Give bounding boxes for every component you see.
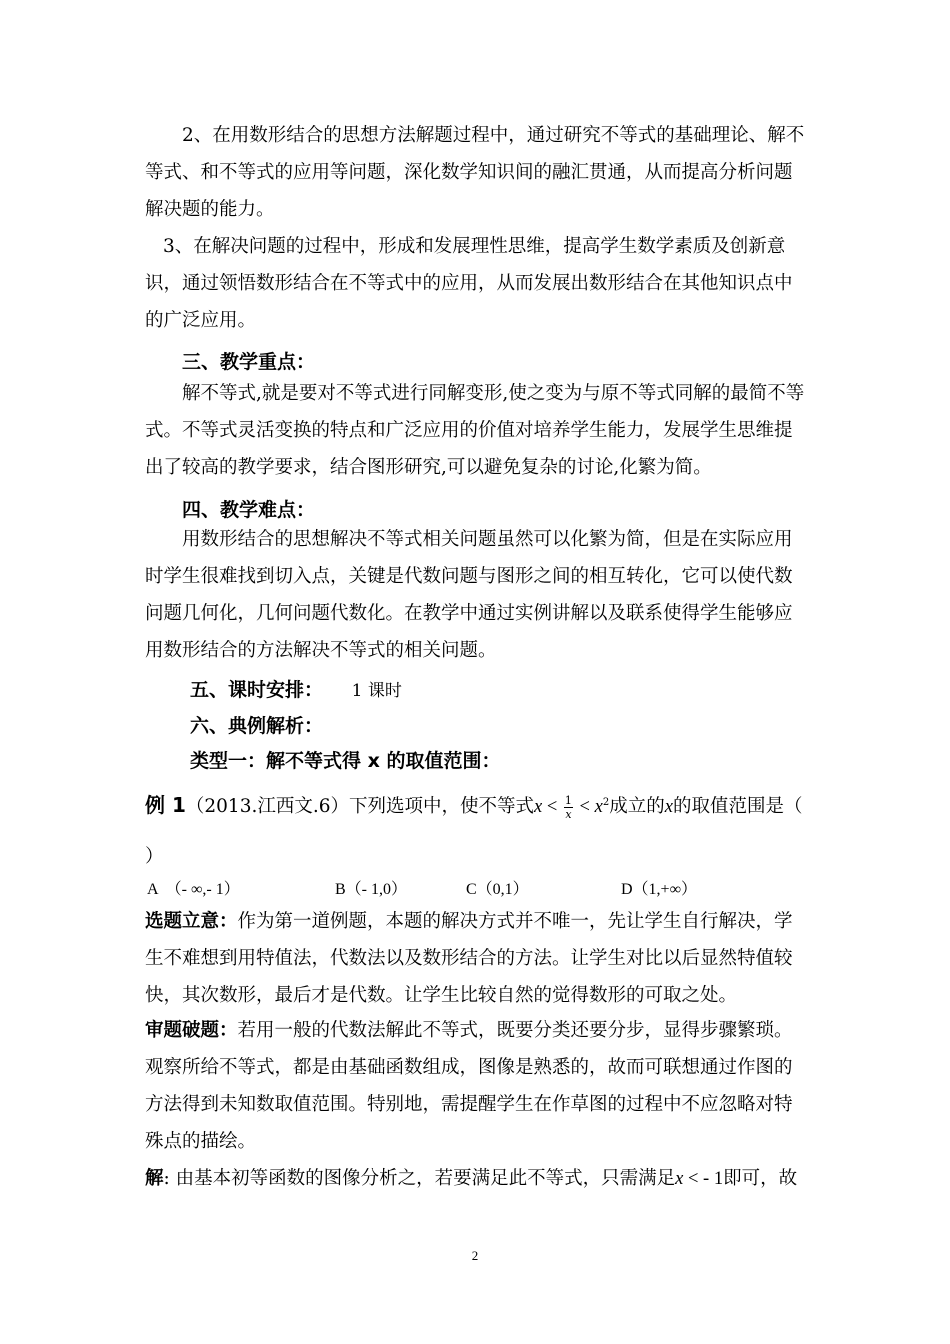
example-1-tail-2: 的取值范围是（ [672, 796, 803, 817]
schedule-label: 五、课时安排： [190, 679, 324, 701]
page-number: 2 [471, 1248, 479, 1263]
analysis-label: 审题破题： [145, 1020, 238, 1041]
example-1-label: 例 1 [145, 793, 186, 817]
intent-label: 选题立意： [145, 911, 238, 932]
solution-x: x [675, 1169, 684, 1189]
example-1-tail: 成立的 [609, 796, 665, 817]
fraction-one-over-x [564, 794, 573, 821]
option-c: C（0,1） [466, 881, 529, 898]
inequality-x-squared: x [594, 797, 603, 817]
less-than-sign: < [574, 797, 595, 817]
analysis-text: 若用一般的代数法解此不等式，既要分类还要分步，显得步骤繁琐。观察所给不等式，都是由基础函数组成，图像是熟悉的，故而可联想通过作图的方法得到未知数取值范围。特别地，需提醒学生在作草图的过程中不应忽略对特殊点的描绘。 [145, 1020, 793, 1152]
teaching-focus-paragraph: 解不等式,就是要对不等式进行同解变形,使之变为与原不等式同解的最简不等式。不等式灵活变换的特点和广泛应用的价值对培养学生能力，发展学生思维提出了较高的教学要求，结合图形研究,可以避免复杂的讨论,化繁为简。 [145, 383, 805, 478]
option-d: D（1,+∞） [621, 881, 697, 898]
objective-2-paragraph: 2、在用数形结合的思想方法解题过程中，通过研究不等式的基础理论、解不等式、和不等式的应用等问题，深化数学知识间的融汇贯通，从而提高分析问题解决题的能力。 [145, 125, 805, 220]
heading-examples: 六、典例解析： [190, 715, 324, 737]
solution-condition: < - 1 [683, 1169, 724, 1189]
intent-text: 作为第一道例题，本题的解决方式并不唯一，先让学生自行解决，学生不难想到用特值法，代数法以及数形结合的方法。让学生对比以后显然特值较快，其次数形，最后才是代数。让学生比较自然的觉得数形的可取之处。 [145, 911, 793, 1006]
heading-teaching-difficulty: 四、教学难点： [182, 499, 316, 521]
heading-schedule [190, 675, 402, 702]
solution-label: 解 [145, 1168, 164, 1189]
solution-text: : 由基本初等函数的图像分析之，若要满足此不等式，只需满足 [163, 1168, 676, 1189]
inequality-x: x [534, 797, 543, 817]
exponent: 2 [602, 796, 610, 808]
schedule-value: 1 课时 [351, 681, 402, 701]
option-a: A （- ∞,- 1） [147, 881, 240, 898]
fraction-denominator: x [565, 807, 572, 821]
option-b: B（- 1,0） [335, 881, 408, 898]
solution-tail: 即可，故 [723, 1168, 798, 1189]
objective-3-paragraph: 3、在解决问题的过程中，形成和发展理性思维，提高学生数学素质及创新意识，通过领悟数形结合在不等式中的应用，从而发展出数形结合在其他知识点中的广泛应用。 [145, 236, 793, 331]
example-1-close-paren: ） [145, 846, 164, 867]
fraction-numerator: 1 [564, 793, 572, 807]
example-1-variable: x [664, 797, 673, 817]
example-1-question [145, 789, 802, 821]
less-than-sign: < [542, 797, 562, 817]
heading-type-one: 类型一：解不等式得 x 的取值范围： [190, 750, 501, 772]
intent-paragraph [145, 903, 810, 1014]
solution-paragraph [145, 1160, 810, 1198]
heading-teaching-focus: 三、教学重点： [182, 351, 316, 373]
analysis-paragraph [145, 1012, 810, 1160]
teaching-difficulty-paragraph: 用数形结合的思想解决不等式相关问题虽然可以化繁为简，但是在实际应用时学生很难找到切入点，关键是代数问题与图形之间的相互转化，它可以使代数问题几何化，几何问题代数化。在教学中通过实例讲解以及联系使得学生能够应用数形结合的方法解决不等式的相关问题。 [145, 529, 793, 661]
example-1-source: （2013.江西文.6）下列选项中，使不等式 [185, 796, 535, 817]
